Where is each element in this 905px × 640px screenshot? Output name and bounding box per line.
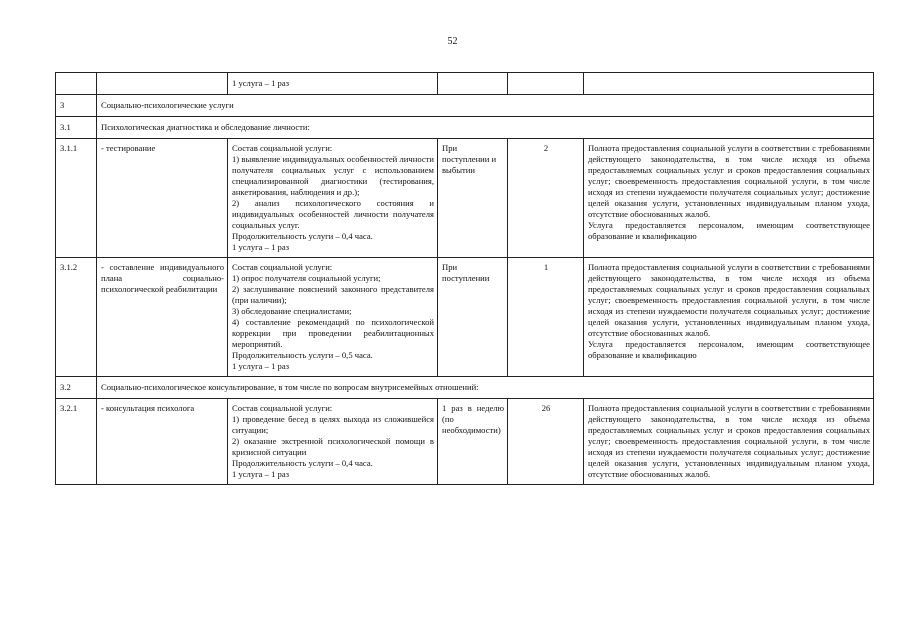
service-name: - консультация психолога	[97, 399, 228, 485]
subsection-title: Социально-психологическое консультирование, в том числе по вопросам внутрисемейных отношений:	[97, 377, 874, 399]
content-line: 2) анализ психологического состояния и индивидуальных особенностей личности получателя социальных услуг.	[232, 198, 434, 230]
content-line: Состав социальной услуги:	[232, 262, 333, 272]
service-count: 1	[508, 258, 584, 377]
content-line: Продолжительность услуги – 0,5 часа.	[232, 350, 373, 360]
section-title: Социально-психологические услуги	[97, 95, 874, 117]
service-quality	[584, 139, 874, 258]
content-line: 1 услуга – 1 раз	[232, 361, 290, 371]
content-line: 1) выявление индивидуальных особенностей личности получателя социальных услуг с использованием специализированной диагностики (тестирования, анкетирования, наблюдения и др.);	[232, 154, 434, 197]
quality-line: Услуга предоставляется персоналом, имеющим соответствующее образование и квалификацию	[588, 339, 870, 360]
content-line: Состав социальной услуги:	[232, 143, 333, 153]
subsection-title: Психологическая диагностика и обследование личности:	[97, 117, 874, 139]
cell-num	[56, 73, 97, 95]
cell-quality	[584, 73, 874, 95]
service-name: - составление индивидуального плана социально-психологической реабилитации	[97, 258, 228, 377]
content-line: Продолжительность услуги – 0,4 часа.	[232, 458, 373, 468]
table-row-service	[56, 139, 874, 258]
table-row-subsection	[56, 377, 874, 399]
content-line: Состав социальной услуги:	[232, 403, 333, 413]
content-line: 2) оказание экстренной психологической помощи в кризисной ситуации	[232, 436, 434, 457]
service-content	[228, 399, 438, 485]
table-row-continuation	[56, 73, 874, 95]
quality-line: Полнота предоставления социальной услуги в соответствии с требованиями действующего законодательства, в том числе исходя из объема предоставляемых социальных услуг и сроков предоставления социальных услуг; своевременность предоставления социальной услуги, в том числе исходя из степени нуждаемости получателя социальных услуг; достижение целей оказания услуги, установленных индивидуальным планом ухода, отсутствие обоснованных жалоб.	[588, 262, 870, 338]
quality-line: Полнота предоставления социальной услуги в соответствии с требованиями действующего законодательства, в том числе исходя из объема предоставляемых социальных услуг и сроков предоставления социальных услуг; своевременность предоставления социальной услуги, в том числе исходя из степени нуждаемости получателя социальных услуг; достижение целей оказания услуги, установленных индивидуальным планом ухода, отсутствие обоснованных жалоб.	[588, 143, 870, 219]
section-number: 3	[56, 95, 97, 117]
content-line: 1) проведение бесед в целях выхода из сложившейся ситуации;	[232, 414, 434, 435]
quality-line: Услуга предоставляется персоналом, имеющим соответствующее образование и квалификацию	[588, 220, 870, 241]
content-line: 1 услуга – 1 раз	[232, 242, 290, 252]
cell-name	[97, 73, 228, 95]
service-number: 3.1.2	[56, 258, 97, 377]
service-quality	[584, 399, 874, 485]
cell-count	[508, 73, 584, 95]
table-row-service	[56, 258, 874, 377]
service-number: 3.1.1	[56, 139, 97, 258]
service-content	[228, 258, 438, 377]
table-row-section	[56, 95, 874, 117]
subsection-number: 3.1	[56, 117, 97, 139]
table-row-service	[56, 399, 874, 485]
content-line: 1) опрос получателя социальной услуги;	[232, 273, 381, 283]
services-table	[55, 72, 874, 485]
service-name: - тестирование	[97, 139, 228, 258]
service-content	[228, 139, 438, 258]
service-quality	[584, 258, 874, 377]
service-period: При поступлении	[438, 258, 508, 377]
service-count: 26	[508, 399, 584, 485]
content-line: 2) заслушивание пояснений законного представителя (при наличии);	[232, 284, 434, 305]
service-number: 3.2.1	[56, 399, 97, 485]
service-period: 1 раз в неделю (по необходимости)	[438, 399, 508, 485]
page-number: 52	[447, 36, 458, 47]
table-row-subsection	[56, 117, 874, 139]
service-period: При поступлении и выбытии	[438, 139, 508, 258]
content-line: Продолжительность услуги – 0,4 часа.	[232, 231, 373, 241]
service-count: 2	[508, 139, 584, 258]
content-line: 3) обследование специалистами;	[232, 306, 352, 316]
quality-line: Полнота предоставления социальной услуги в соответствии с требованиями действующего законодательства, в том числе исходя из объема предоставляемых социальных услуг и сроков предоставления социальных услуг; своевременность предоставления социальной услуги, в том числе исходя из степени нуждаемости получателя социальных услуг; достижение целей оказания услуги, установленных индивидуальным планом ухода, отсутствие обоснованных жалоб.	[588, 403, 870, 479]
cell-period	[438, 73, 508, 95]
cell-content: 1 услуга – 1 раз	[228, 73, 438, 95]
subsection-number: 3.2	[56, 377, 97, 399]
content-line: 1 услуга – 1 раз	[232, 469, 290, 479]
content-line: 4) составление рекомендаций по психологической коррекции при проведении реабилитационных мероприятий.	[232, 317, 434, 349]
